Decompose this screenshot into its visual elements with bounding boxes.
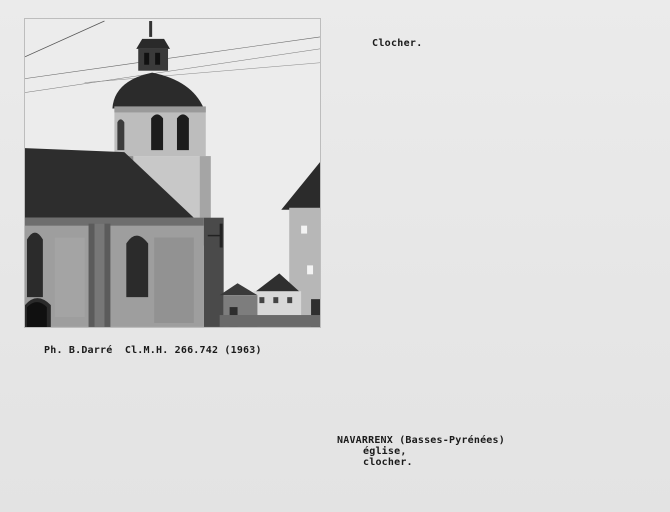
location-town: NAVARRENX (Basses-Pyrénées)	[337, 435, 505, 446]
photo-credit: Ph. B.Darré Cl.M.H. 266.742 (1963)	[44, 345, 262, 356]
bell-tower-photo	[24, 18, 321, 328]
photo-caption: Clocher.	[372, 38, 423, 49]
location-part: clocher.	[363, 457, 413, 468]
location-block	[337, 435, 505, 468]
location-building: église,	[363, 446, 407, 457]
bell-tower-illustration	[25, 19, 320, 327]
